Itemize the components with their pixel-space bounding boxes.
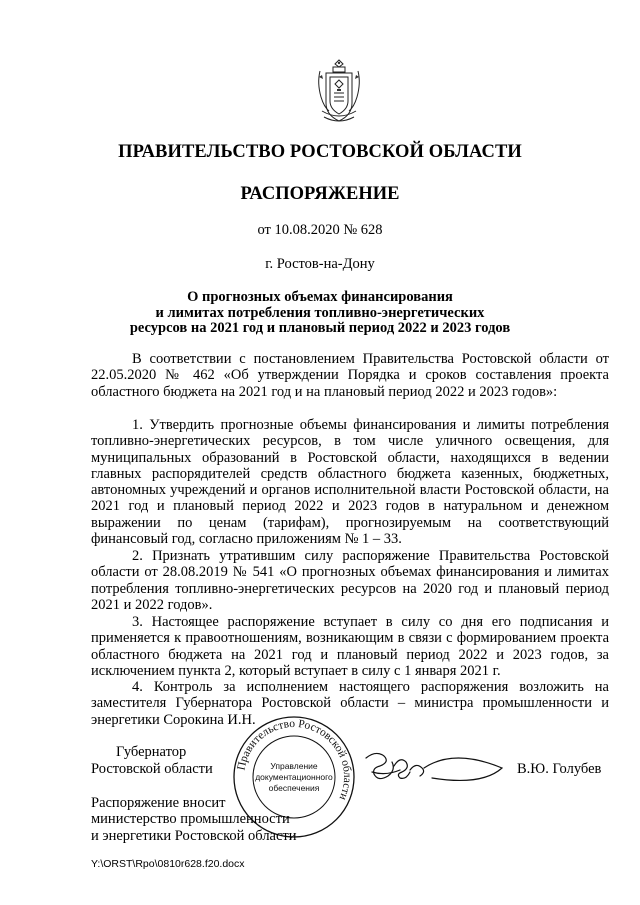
signatory-region: Ростовской области xyxy=(91,761,213,777)
item-2-paragraph xyxy=(91,548,609,613)
submitted-by-line: Распоряжение вносит xyxy=(91,795,226,811)
stamp-inner-line: обеспечения xyxy=(268,783,320,793)
submitted-by-line: министерство промышленности xyxy=(91,811,290,828)
signatory-title: Губернатор xyxy=(116,744,187,760)
document-date-number: от 10.08.2020 № 628 xyxy=(257,222,383,238)
item-3-paragraph xyxy=(91,614,609,679)
signatory-name: В.Ю. Голубев xyxy=(517,761,602,777)
item-4-text: 4. Контроль за исполнением настоящего распоряжения возложить на заместителя Губернатора Ростовской области – министра промышленности и энергетики Сорокина И.Н. xyxy=(91,679,609,728)
handwritten-signature xyxy=(364,746,504,788)
document-subject xyxy=(0,290,640,337)
document-city: г. Ростов-на-Дону xyxy=(265,256,375,272)
item-1-text: 1. Утвердить прогнозные объемы финансирования и лимиты потребления топливно-энергетических ресурсов, в том числе уличного освещения, для муниципальных образований в Ростовской области, находящихся в ведении главных распорядителей средств областного бюджета казенных, бюджетных, автономных учреждений и органов исполнительной власти Ростовской области, на 2021 год и плановый период 2022 и 2023 годов в натуральном и денежном выражении по ценам (тарифам), прогнозируемым на соответствующий финансовый год, согласно приложениям № 1 – 33. xyxy=(91,417,609,548)
submitted-by-line: и энергетики Ростовской области xyxy=(91,827,297,844)
subject-line: ресурсов на 2021 год и плановый период 2022 и 2023 годов xyxy=(129,320,511,336)
coat-of-arms-icon xyxy=(316,57,362,127)
organization-title: ПРАВИТЕЛЬСТВО РОСТОВСКОЙ ОБЛАСТИ xyxy=(118,142,522,162)
document-type: РАСПОРЯЖЕНИЕ xyxy=(240,184,400,204)
subject-line: О прогнозных объемах финансирования xyxy=(187,289,453,305)
submitted-by-block xyxy=(91,795,297,844)
preamble-text: В соответствии с постановлением Правительства Ростовской области от 22.05.2020 № 462 «Об утверждении Порядка и сроков составления проекта областного бюджета на 2021 год и на плановый период 2022 и 2023 годов»: xyxy=(91,351,609,400)
item-1-paragraph xyxy=(91,417,609,547)
item-2-text: 2. Признать утратившим силу распоряжение Правительства Ростовской области от 28.08.2019 № 541 «О прогнозных объемах финансирования и лимитах потребления топливно-энергетических ресурсов на 2020 год и плановый период 2021 и 2022 годов». xyxy=(91,548,609,613)
preamble-paragraph xyxy=(91,351,609,400)
stamp-inner-line: Управление xyxy=(270,761,318,771)
subject-line: и лимитах потребления топливно-энергетических xyxy=(155,304,485,321)
item-3-text: 3. Настоящее распоряжение вступает в силу со дня его подписания и применяется к правоотношениям, возникающим в связи с формированием проекта областного бюджета на 2021 год и плановый период 2022 и 2023 годов, за исключением пункта 2, который вступает в силу с 1 января 2021 г. xyxy=(91,614,609,679)
stamp-inner-line: документационного xyxy=(255,772,333,782)
stamp-ring-text: Правительство Ростовской области xyxy=(235,717,354,802)
file-path-footer: Y:\ORST\Rpo\0810r628.f20.docx xyxy=(91,858,245,870)
